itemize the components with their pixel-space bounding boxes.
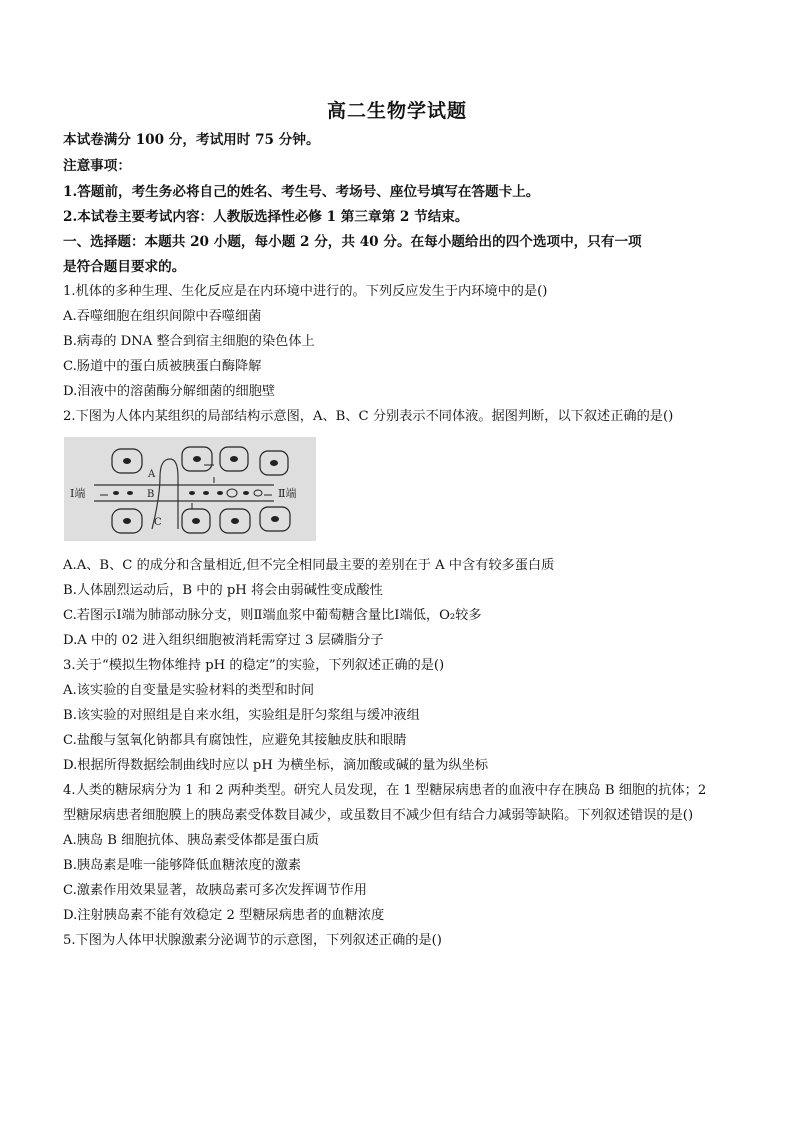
figure-label-b: B (147, 489, 155, 500)
note-1: 1.答题前，考生务必将自己的姓名、考生号、考场号、座位号填写在答题卡上。 (63, 184, 540, 200)
q3-option-b: B.该实验的对照组是自来水组，实验组是肝匀浆组与缓冲液组 (63, 708, 420, 723)
q2-stem: 2.下图为人体内某组织的局部结构示意图，A、B、C 分别表示不同体液。据图判断，以下叙述正确的是() (63, 409, 674, 424)
q5-stem: 5.下图为人体甲状腺激素分泌调节的示意图，下列叙述正确的是() (63, 933, 442, 948)
q2-option-b: B.人体剧烈运动后，B 中的 pH 将会由弱碱性变成酸性 (63, 583, 383, 598)
figure-label-end-2: Ⅱ端 (278, 487, 297, 500)
note-2: 2.本试卷主要考试内容：人教版选择性必修 1 第三章第 2 节结束。 (63, 209, 469, 225)
q1-option-a: A.吞噬细胞在组织间隙中吞噬细菌 (63, 309, 262, 324)
q4-option-c: C.激素作用效果显著，故胰岛素可多次发挥调节作用 (63, 883, 367, 898)
q1-option-b: B.病毒的 DNA 整合到宿主细胞的染色体上 (63, 334, 315, 349)
figure-label-a: A (148, 469, 156, 480)
tissue-structure-figure (64, 437, 316, 541)
q3-option-c: C.盐酸与氢氧化钠都具有腐蚀性，应避免其接触皮肤和眼睛 (63, 733, 407, 748)
section-heading-line1: 一、选择题：本题共 20 小题，每小题 2 分，共 40 分。在每小题给出的四个选项中，只有一项 (63, 234, 642, 250)
q1-option-c: C.肠道中的蛋白质被胰蛋白酶降解 (63, 359, 262, 374)
q3-option-d: D.根据所得数据绘制曲线时应以 pH 为横坐标，滴加酸或碱的量为纵坐标 (63, 758, 489, 773)
q4-option-a: A.胰岛 B 细胞抗体、胰岛素受体都是蛋白质 (63, 833, 319, 848)
intro-score-line: 本试卷满分 100 分，考试用时 75 分钟。 (63, 132, 320, 148)
notes-heading: 注意事项： (63, 158, 131, 174)
q4-stem-line2: 型糖尿病患者细胞膜上的胰岛素受体数目减少，或虽数目不减少但有结合力减弱等缺陷。下列叙述错误的是() (63, 808, 694, 823)
q3-stem: 3.关于“模拟生物体维持 pH 的稳定”的实验，下列叙述正确的是() (63, 658, 445, 673)
q3-option-a: A.该实验的自变量是实验材料的类型和时间 (63, 683, 315, 698)
q4-stem-line1: 4.人类的糖尿病分为 1 和 2 两种类型。研究人员发现，在 1 型糖尿病患者的血液中存在胰岛 B 细胞的抗体；2 (63, 783, 707, 798)
q2-option-d: D.A 中的 02 进入组织细胞被消耗需穿过 3 层磷脂分子 (63, 633, 384, 648)
figure-label-c: C (154, 517, 162, 528)
q4-option-d: D.注射胰岛素不能有效稳定 2 型糖尿病患者的血糖浓度 (63, 908, 385, 923)
q1-option-d: D.泪液中的溶菌酶分解细菌的细胞壁 (63, 384, 276, 399)
figure-label-end-1: Ⅰ端 (70, 487, 86, 500)
q2-option-a: A.A、B、C 的成分和含量相近,但不完全相同最主要的差别在于 A 中含有较多蛋白质 (63, 558, 555, 573)
section-heading-line2: 是符合题目要求的。 (63, 259, 186, 275)
q2-option-c: C.若图示Ⅰ端为肺部动脉分支，则Ⅱ端血浆中葡萄糖含量比Ⅰ端低，O₂较多 (63, 608, 482, 623)
page-title: 高二生物学试题 (326, 100, 467, 122)
q1-stem: 1.机体的多种生理、生化反应是在内环境中进行的。下列反应发生于内环境中的是() (63, 284, 548, 299)
q4-option-b: B.胰岛素是唯一能够降低血糖浓度的激素 (63, 858, 302, 873)
